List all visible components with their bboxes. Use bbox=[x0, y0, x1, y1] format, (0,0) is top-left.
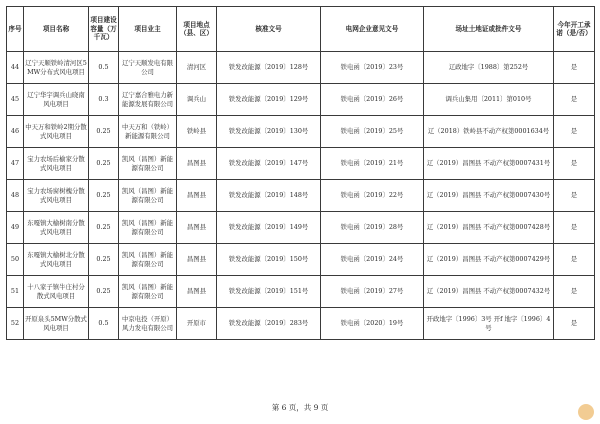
cell-commit: 是 bbox=[554, 116, 595, 148]
cell-capacity: 0.5 bbox=[89, 308, 119, 340]
cell-commit: 是 bbox=[554, 52, 595, 84]
cell-land: 辽（2019）昌图县 不动产权第0007428号 bbox=[424, 212, 554, 244]
cell-name: 十八家子镇牛庄村分散式风电项目 bbox=[24, 276, 89, 308]
cell-approval: 铁发改能源〔2019〕129号 bbox=[217, 84, 321, 116]
cell-approval: 铁发改能源〔2019〕147号 bbox=[217, 148, 321, 180]
cell-land: 辽（2019）昌图县 不动产权第0007432号 bbox=[424, 276, 554, 308]
cell-land: 开政地字〔1996〕3号 开f 地字〔1996〕4号 bbox=[424, 308, 554, 340]
cell-capacity: 0.25 bbox=[89, 276, 119, 308]
cell-location: 昌图县 bbox=[177, 276, 217, 308]
cell-location: 昌图县 bbox=[177, 212, 217, 244]
cell-approval: 铁发改能源〔2019〕151号 bbox=[217, 276, 321, 308]
cell-name: 宝力农场后榆家分散式风电项目 bbox=[24, 148, 89, 180]
cell-grid: 铁电函〔2019〕27号 bbox=[321, 276, 424, 308]
cell-owner: 凯风（昌图）新能源有限公司 bbox=[119, 148, 177, 180]
cell-owner: 中京电投（开原）风力发电有限公司 bbox=[119, 308, 177, 340]
cell-commit: 是 bbox=[554, 244, 595, 276]
projects-table bbox=[6, 6, 595, 340]
cell-seq: 44 bbox=[7, 52, 24, 84]
cell-name: 辽宁天顺铁岭清河区5MW分布式风电项目 bbox=[24, 52, 89, 84]
cell-owner: 凯风（昌图）新能源有限公司 bbox=[119, 212, 177, 244]
cell-approval: 铁发改能源〔2019〕283号 bbox=[217, 308, 321, 340]
cell-location: 昌图县 bbox=[177, 180, 217, 212]
cell-land: 辽（2018）铁岭县不动产权第0001634号 bbox=[424, 116, 554, 148]
cell-land: 调兵山集用〔2011〕第010号 bbox=[424, 84, 554, 116]
table-row bbox=[7, 308, 595, 340]
watermark-logo-icon bbox=[578, 404, 594, 420]
header-commit: 今年开工承诺（是/否） bbox=[554, 7, 595, 52]
cell-grid: 铁电函〔2020〕19号 bbox=[321, 308, 424, 340]
table-row bbox=[7, 148, 595, 180]
cell-owner: 中天万和（铁岭）新能源有限公司 bbox=[119, 116, 177, 148]
header-grid: 电网企业意见文号 bbox=[321, 7, 424, 52]
table-row bbox=[7, 52, 595, 84]
cell-seq: 48 bbox=[7, 180, 24, 212]
cell-capacity: 0.3 bbox=[89, 84, 119, 116]
header-location: 项目地点（县、区） bbox=[177, 7, 217, 52]
cell-location: 昌图县 bbox=[177, 244, 217, 276]
table-row bbox=[7, 180, 595, 212]
cell-seq: 51 bbox=[7, 276, 24, 308]
cell-capacity: 0.25 bbox=[89, 148, 119, 180]
cell-approval: 铁发改能源〔2019〕150号 bbox=[217, 244, 321, 276]
cell-capacity: 0.25 bbox=[89, 244, 119, 276]
cell-grid: 铁电函〔2019〕24号 bbox=[321, 244, 424, 276]
cell-capacity: 0.25 bbox=[89, 116, 119, 148]
cell-commit: 是 bbox=[554, 212, 595, 244]
cell-name: 东嘎镇大榆树南分散式风电项目 bbox=[24, 212, 89, 244]
cell-capacity: 0.25 bbox=[89, 212, 119, 244]
cell-seq: 50 bbox=[7, 244, 24, 276]
cell-name: 中天万和铁岭2期分散式风电项目 bbox=[24, 116, 89, 148]
header-name: 项目名称 bbox=[24, 7, 89, 52]
cell-location: 开原市 bbox=[177, 308, 217, 340]
cell-owner: 凯风（昌图）新能源有限公司 bbox=[119, 244, 177, 276]
cell-grid: 铁电函〔2019〕25号 bbox=[321, 116, 424, 148]
cell-commit: 是 bbox=[554, 308, 595, 340]
cell-location: 昌图县 bbox=[177, 148, 217, 180]
cell-location: 清河区 bbox=[177, 52, 217, 84]
header-owner: 项目业主 bbox=[119, 7, 177, 52]
cell-land: 辽（2019）昌图县 不动产权第0007429号 bbox=[424, 244, 554, 276]
cell-seq: 52 bbox=[7, 308, 24, 340]
cell-seq: 45 bbox=[7, 84, 24, 116]
table-row bbox=[7, 116, 595, 148]
cell-seq: 46 bbox=[7, 116, 24, 148]
cell-approval: 铁发改能源〔2019〕149号 bbox=[217, 212, 321, 244]
table-row bbox=[7, 244, 595, 276]
cell-commit: 是 bbox=[554, 276, 595, 308]
page-footer: 第 6 页，共 9 页 bbox=[271, 403, 329, 412]
header-approval: 核准文号 bbox=[217, 7, 321, 52]
cell-name: 辽宁华宇调兵山晓南风电项目 bbox=[24, 84, 89, 116]
header-seq: 序号 bbox=[7, 7, 24, 52]
cell-land: 辽（2019）昌图县 不动产权第0007430号 bbox=[424, 180, 554, 212]
cell-land: 辽（2019）昌图县 不动产权第0007431号 bbox=[424, 148, 554, 180]
table-row bbox=[7, 212, 595, 244]
cell-owner: 辽宁嘉合雅电力新能源发展有限公司 bbox=[119, 84, 177, 116]
cell-approval: 铁发改能源〔2019〕128号 bbox=[217, 52, 321, 84]
cell-owner: 凯风（昌图）新能源有限公司 bbox=[119, 276, 177, 308]
table-row bbox=[7, 84, 595, 116]
cell-commit: 是 bbox=[554, 84, 595, 116]
cell-location: 铁岭县 bbox=[177, 116, 217, 148]
cell-approval: 铁发改能源〔2019〕130号 bbox=[217, 116, 321, 148]
cell-capacity: 0.25 bbox=[89, 180, 119, 212]
header-land: 场址土地证或批件文号 bbox=[424, 7, 554, 52]
cell-owner: 辽宁天顺发电有限公司 bbox=[119, 52, 177, 84]
cell-capacity: 0.5 bbox=[89, 52, 119, 84]
cell-grid: 铁电函〔2019〕28号 bbox=[321, 212, 424, 244]
cell-name: 开原泉头5MW分散式风电项目 bbox=[24, 308, 89, 340]
cell-land: 辽政地字〔1988〕第252号 bbox=[424, 52, 554, 84]
cell-commit: 是 bbox=[554, 180, 595, 212]
cell-location: 调兵山 bbox=[177, 84, 217, 116]
cell-grid: 铁电函〔2019〕21号 bbox=[321, 148, 424, 180]
cell-name: 宝力农场窗树槐分散式风电项目 bbox=[24, 180, 89, 212]
header-row bbox=[7, 7, 595, 52]
cell-seq: 47 bbox=[7, 148, 24, 180]
cell-owner: 凯风（昌图）新能源有限公司 bbox=[119, 180, 177, 212]
cell-grid: 铁电函〔2019〕26号 bbox=[321, 84, 424, 116]
cell-seq: 49 bbox=[7, 212, 24, 244]
cell-approval: 铁发改能源〔2019〕148号 bbox=[217, 180, 321, 212]
cell-name: 东嘎镇大榆树北分散式风电项目 bbox=[24, 244, 89, 276]
header-capacity: 项目建设容量（万千瓦） bbox=[89, 7, 119, 52]
cell-grid: 铁电函〔2019〕23号 bbox=[321, 52, 424, 84]
cell-commit: 是 bbox=[554, 148, 595, 180]
cell-grid: 铁电函〔2019〕22号 bbox=[321, 180, 424, 212]
table-row bbox=[7, 276, 595, 308]
